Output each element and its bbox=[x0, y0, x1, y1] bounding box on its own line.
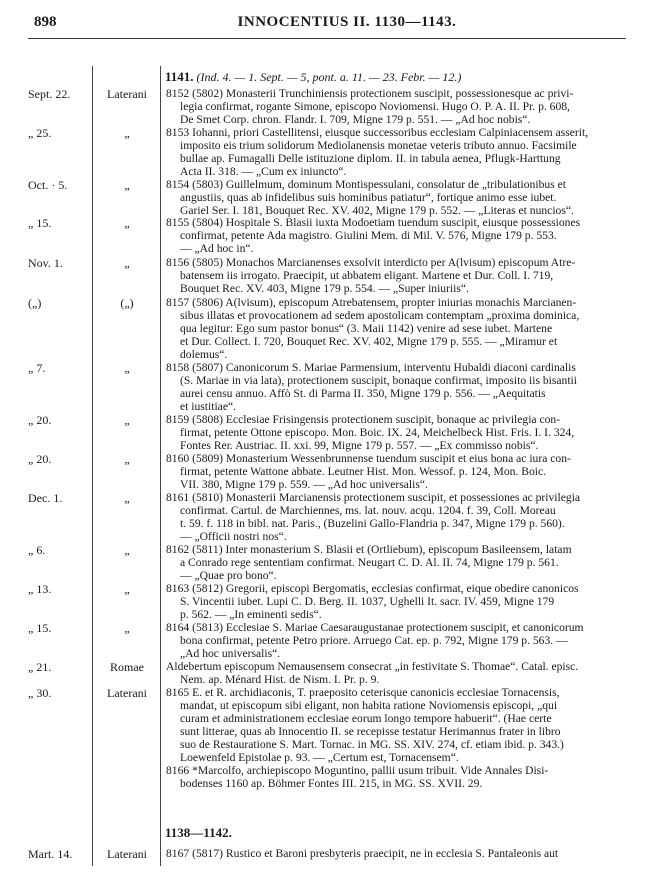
entry-line: 8162 (5811) Inter monasterium S. Blasii et (Ortliebum), episcopum Basileensem, latam bbox=[166, 543, 572, 556]
entry-line: — „Officii nostri nos“. bbox=[180, 530, 287, 543]
entry-line: p. 562. — „In eminenti sedis“. bbox=[180, 608, 322, 621]
page-header bbox=[28, 10, 626, 34]
entry-place: „ bbox=[124, 621, 130, 635]
entry-text bbox=[166, 764, 626, 790]
column-rule-date bbox=[92, 66, 93, 866]
entry-line: 8161 (5810) Monasterii Marcianensis protectionem suscipit, et possessiones ac privilegia bbox=[166, 491, 581, 504]
entry-place: Romae bbox=[110, 660, 144, 674]
entry-line: 8167 (5817) Rustico et Baroni presbyteris praecipit, ne in ecclesia S. Pantaleonis aut bbox=[166, 847, 559, 860]
entry-line: 8152 (5802) Monasterii Trunchiniensis protectionem suscipit, possessionesque ac privi- bbox=[166, 87, 574, 100]
entry-date: „ 20. bbox=[28, 413, 52, 427]
entry-place: Laterani bbox=[107, 87, 147, 101]
entry-place: „ bbox=[124, 126, 130, 140]
entry-date: („) bbox=[28, 296, 42, 310]
entry-text bbox=[166, 413, 626, 452]
entry-date: Oct. · 5. bbox=[28, 178, 68, 192]
entry-line: 8154 (5803) Guillelmum, dominum Montispessulani, consolatur de „tribulationibus et bbox=[166, 178, 566, 191]
entry-line: Gariel Ser. I. 181, Bouquet Rec. XV. 402, Migne 179 p. 552. — „Literas et nuncios“. bbox=[180, 204, 574, 217]
entry-line: confirmat, petente Ada magistro. Giulini Mem. di Mil. V. 576, Migne 179 p. 553. bbox=[180, 229, 557, 242]
entry-line: S. Vincentii iubet. Lupi C. D. Berg. II. 1037, Ughelli It. sacr. IV. 459, Migne 179 bbox=[180, 595, 555, 608]
entry-text bbox=[166, 361, 626, 413]
entry-line: confirmat. Cartul. de Marchiennes, ms. lat. nouv. acqu. 1204. f. 39, Coll. Moreau bbox=[180, 504, 556, 517]
entry-line: — „Ad hoc in“. bbox=[180, 242, 254, 255]
entry-line: bodenses 1160 ap. Böhmer Fontes III. 215, in MG. SS. XVII. 29. bbox=[180, 777, 483, 790]
entry-line: firmat, petente Wattone abbate. Leutner Hist. Mon. Wessof. p. 124, Mon. Boic. bbox=[180, 465, 547, 478]
entry-line: 8153 Iohanni, priori Castellitensi, eiusque successoribus ecclesiam Calpiniacensem asserit, bbox=[166, 126, 589, 139]
entry-text bbox=[166, 256, 626, 295]
entry-line: Fontes Rer. Austriac. II. xxi. 99, Migne 179 p. 557. — „Ex commisso nobis“. bbox=[180, 439, 539, 452]
entry-line: 8164 (5813) Ecclesiae S. Mariae Caesaraugustanae protectionem suscipit, et canonicorum bbox=[166, 621, 584, 634]
section-year: 1138—1142. bbox=[165, 825, 232, 840]
entry-line: et Dur. Collect. I. 720, Bouquet Rec. XV. 402, Migne 179 p. 555. — „Miramur et bbox=[180, 335, 558, 348]
entry-text bbox=[166, 296, 626, 361]
entry-line: 8166 *Marcolfo, archiepiscopo Moguntino, pallii usum tribuit. Vide Annales Disi- bbox=[166, 764, 549, 777]
entry-place: „ bbox=[124, 491, 130, 505]
entry-date: „ 13. bbox=[28, 582, 52, 596]
entry-line: t. 59. f. 118 in bibl. nat. Paris., (Buzelini Gallo-Flandria p. 347, Migne 179 p. 560). bbox=[180, 517, 565, 530]
entry-line: Aldebertum episcopum Nemausensem consecrat „in festivitate S. Thomae“. Catal. episc. bbox=[166, 660, 579, 673]
entry-date: Dec. 1. bbox=[28, 491, 63, 505]
entry-place: Laterani bbox=[107, 847, 147, 861]
section-year: 1141. bbox=[165, 69, 194, 84]
entry-line: 8158 (5807) Canonicorum S. Mariae Parmensium, interventu Hubaldi diaconi cardinalis bbox=[166, 361, 576, 374]
entry-text bbox=[166, 660, 626, 686]
entry-place: „ bbox=[124, 413, 130, 427]
running-title: INNOCENTIUS II. 1130—1143. bbox=[237, 14, 457, 30]
entry-line: „Ad hoc universalis“. bbox=[180, 647, 281, 660]
entry-text bbox=[166, 686, 626, 764]
entry-line: (S. Mariae in via lata), protectionem suscipit, bonaque confirmat, imposito iis bisantii bbox=[180, 374, 578, 387]
section-heading bbox=[165, 69, 461, 85]
entry-text bbox=[166, 621, 626, 660]
entry-line: aurei censu annuo. Affò St. di Parma II. 350, Migne 179 p. 556. — „Aequitatis bbox=[180, 387, 546, 400]
entry-place: „ bbox=[124, 256, 130, 270]
entry-place: „ bbox=[124, 178, 130, 192]
entry-line: Bouquet Rec. XV. 403, Migne 179 p. 554. — „Super iniuriis“. bbox=[180, 282, 469, 295]
entry-line: bullae ap. Fumagalli Delle istituzione diplom. II. in tabula aenea, Pflugk-Harttung bbox=[180, 152, 561, 165]
entry-text bbox=[166, 452, 626, 491]
entry-line: 8165 E. et R. archidiaconis, T. praeposito ceterisque canonicis ecclesiae Tornacensis, bbox=[166, 686, 560, 699]
header-rule bbox=[28, 38, 626, 39]
entry-text bbox=[166, 126, 626, 178]
entry-line: sibus illatas et provocationem ad sedem apostolicam contemptam „proxima dominica, bbox=[180, 309, 580, 322]
entry-date: „ 21. bbox=[28, 660, 52, 674]
entry-place: Laterani bbox=[107, 686, 147, 700]
entry-line: sunt litterae, quas ab Innocentio II. se recepisse testatur Herimannus frater in libro bbox=[180, 725, 561, 738]
entry-line: Nem. ap. Ménard Hist. de Nism. I. Pr. p. 9. bbox=[180, 673, 380, 686]
entry-date: Mart. 14. bbox=[28, 847, 73, 861]
entry-line: qua legitur: Ego sum pastor bonus“ (3. Maii 1142) venire ad sese iubet. Martene bbox=[180, 322, 553, 335]
entry-line: bona confirmat, petente Petro priore. Arruego Cat. ep. p. 792, Migne 179 p. 563. — bbox=[180, 634, 568, 647]
entry-date: „ 25. bbox=[28, 126, 52, 140]
entry-place: „ bbox=[124, 216, 130, 230]
entry-text bbox=[166, 543, 626, 582]
entry-line: et iustitiae“. bbox=[180, 400, 237, 413]
page-number: 898 bbox=[34, 14, 57, 30]
entry-text bbox=[166, 87, 626, 126]
entry-line: suo de Restauratione S. Mart. Tornac. in MG. SS. XIV. 274, cf. etiam ibid. p. 343.) bbox=[180, 738, 564, 751]
entry-date: „ 7. bbox=[28, 361, 46, 375]
entry-text bbox=[166, 491, 626, 543]
entry-date: „ 6. bbox=[28, 543, 46, 557]
entry-line: 8160 (5809) Monasterium Wessenbrunnense tuendum suscipit et eius bona ac iura con- bbox=[166, 452, 571, 465]
entry-line: De Smet Corp. chron. Flandr. I. 709, Migne 179 p. 551. — „Ad hoc nobis“. bbox=[180, 113, 531, 126]
entry-line: 8155 (5804) Hospitale S. Blasii iuxta Modoetiam tuendum suscipit, eiusque possessiones bbox=[166, 216, 581, 229]
entry-text bbox=[166, 216, 626, 255]
entry-line: imposito eis trium solidorum Mediolanensis monetae veteris tributo annuo. Facsimile bbox=[180, 139, 577, 152]
entry-place: „ bbox=[124, 452, 130, 466]
entry-line: mandat, ut episcopum sibi eligant, non habita ratione Noviomensis episcopi, „qui bbox=[180, 699, 558, 712]
entry-date: „ 15. bbox=[28, 621, 52, 635]
entry-date: Nov. 1. bbox=[28, 256, 63, 270]
entry-line: — „Quae pro bono“. bbox=[180, 569, 277, 582]
entry-text bbox=[166, 582, 626, 621]
entry-place: „ bbox=[124, 543, 130, 557]
entry-line: a Conrado rege sententiam confirmat. Neugart C. D. Al. II. 74, Migne 179 p. 561. bbox=[180, 556, 559, 569]
entry-place: „ bbox=[124, 582, 130, 596]
entry-line: Acta II. 318. — „Cum ex iniuncto“. bbox=[180, 165, 347, 178]
entry-place: „ bbox=[124, 361, 130, 375]
entry-line: VII. 380, Migne 179 p. 559. — „Ad hoc universalis“. bbox=[180, 478, 428, 491]
column-rule-place bbox=[160, 66, 161, 866]
entry-date: Sept. 22. bbox=[28, 87, 71, 101]
entry-line: legia confirmat, rogante Simone, episcopo Noviomensi. Hugo O. P. A. II. Pr. p. 608, bbox=[180, 100, 570, 113]
entry-date: „ 20. bbox=[28, 452, 52, 466]
entry-text bbox=[166, 847, 626, 860]
entry-line: firmat, petente Ottone episcopo. Mon. Boic. IX. 24, Meichelbeck Hist. Fris. I. I. 324, bbox=[180, 426, 575, 439]
entry-date: „ 30. bbox=[28, 686, 52, 700]
entry-line: 8163 (5812) Gregorii, episcopi Bergomatis, ecclesias confirmat, eique obedire canonicos bbox=[166, 582, 579, 595]
entry-date: „ 15. bbox=[28, 216, 52, 230]
entry-line: 8159 (5808) Ecclesiae Frisingensis protectionem suscipit, bonaque ac privilegia con- bbox=[166, 413, 561, 426]
entry-line: 8157 (5806) A(lvisum), episcopum Atrebatensem, propter iniurias monachis Marcianen- bbox=[166, 296, 577, 309]
section-detail: (Ind. 4. — 1. Sept. — 5, pont. a. 11. — 23. Febr. — 12.) bbox=[196, 70, 462, 84]
entry-line: dolemus“. bbox=[180, 348, 228, 361]
entry-line: batensem iis irrogato. Praecipit, ut abbatem eligant. Martene et Dur. Coll. I. 719, bbox=[180, 269, 554, 282]
entry-line: 8156 (5805) Monachos Marcianenses exsolvit interdicto per A(lvisum) episcopum Atre- bbox=[166, 256, 576, 269]
section-heading bbox=[165, 825, 232, 841]
entry-text bbox=[166, 178, 626, 217]
entry-line: angustiis, quas ab infidelibus suis hominibus patiatur“, fortique animo esse iubet. bbox=[180, 191, 557, 204]
entry-line: curam et administrationem ecclesiae eorum longo tempore habuerit“. (Hae certe bbox=[180, 712, 552, 725]
entry-place: („) bbox=[120, 296, 134, 310]
entry-line: Loewenfeld Epistolae p. 93. — „Certum est, Tornacensem“. bbox=[180, 751, 459, 764]
